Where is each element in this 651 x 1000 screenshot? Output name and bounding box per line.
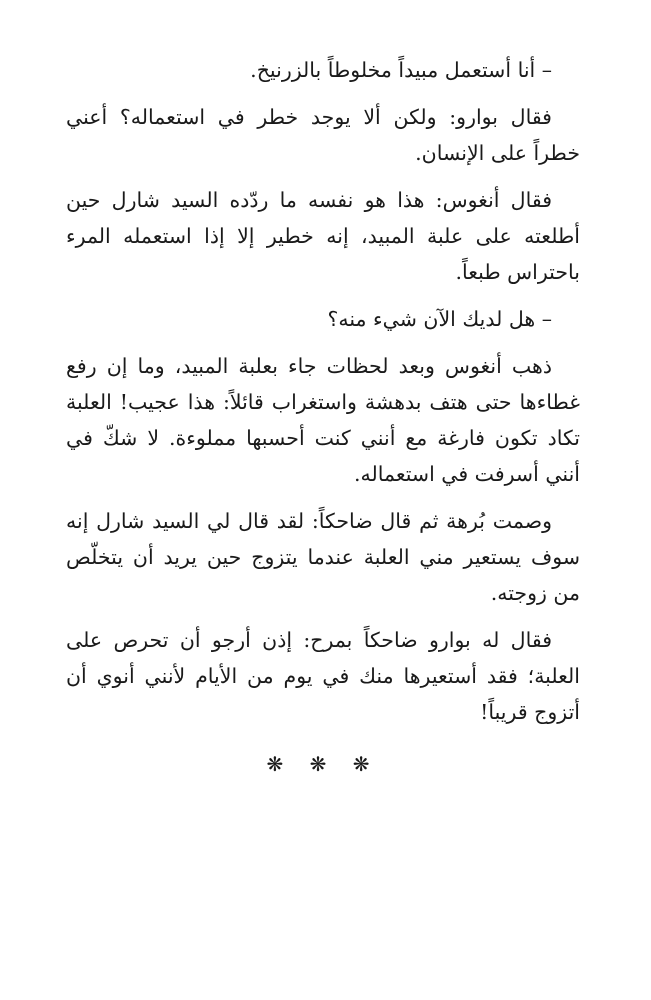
paragraph-7: فقال له بوارو ضاحكاً بمرح: إذن أرجو أن تحرص على العلبة؛ فقد أستعيرها منك في يوم من الأيام لأنني أنوي أن أتزوج قريباً! bbox=[66, 628, 580, 724]
paragraph-2: فقال بوارو: ولكن ألا يوجد خطر في استعماله؟ أعني خطراً على الإنسان. bbox=[66, 105, 580, 165]
section-separator: ❋ ❋ ❋ bbox=[266, 752, 380, 776]
paragraph-3: فقال أنغوس: هذا هو نفسه ما ردّده السيد شارل حين أطلعته على علبة المبيد، إنه خطير إلا إذا استعمله المرء باحتراس طبعاً. bbox=[66, 188, 580, 284]
paragraph-1: – أنا أستعمل مبيداً مخلوطاً بالزرنيخ. bbox=[250, 58, 552, 82]
book-page bbox=[66, 52, 580, 782]
paragraph-6: وصمت بُرهة ثم قال ضاحكاً: لقد قال لي السيد شارل إنه سوف يستعير مني العلبة عندما يتزوج حين يريد أن يتخلّص من زوجته. bbox=[66, 509, 580, 605]
paragraph-5: ذهب أنغوس وبعد لحظات جاء بعلبة المبيد، وما إن رفع غطاءها حتى هتف بدهشة واستغراب قائلاً: هذا عجيب! العلبة تكاد تكون فارغة مع أنني كنت أحسبها مملوءة. لا شكّ في أنني أسرفت في استعماله. bbox=[66, 354, 580, 486]
paragraph-4: – هل لديك الآن شيء منه؟ bbox=[327, 307, 552, 331]
